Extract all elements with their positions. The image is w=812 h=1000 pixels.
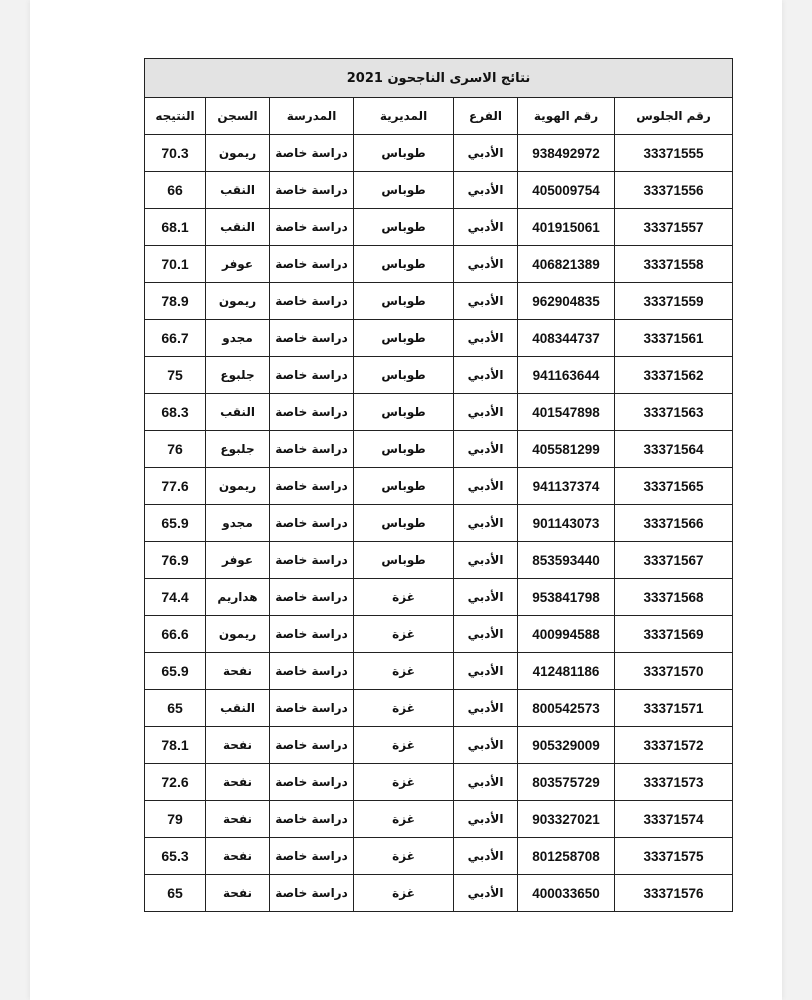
cell-result: 66	[145, 172, 206, 209]
cell-branch: الأدبي	[454, 542, 518, 579]
cell-result: 76.9	[145, 542, 206, 579]
cell-directorate: غزة	[354, 875, 454, 912]
table-row	[145, 468, 733, 505]
cell-id-number: 903327021	[518, 801, 615, 838]
cell-school: دراسة خاصة	[270, 394, 354, 431]
header-school: المدرسة	[270, 98, 354, 135]
cell-id-number: 405581299	[518, 431, 615, 468]
table-row	[145, 431, 733, 468]
cell-branch: الأدبي	[454, 653, 518, 690]
cell-seat-number: 33371555	[615, 135, 733, 172]
cell-result: 77.6	[145, 468, 206, 505]
cell-prison: نفحة	[206, 838, 270, 875]
cell-branch: الأدبي	[454, 283, 518, 320]
cell-seat-number: 33371565	[615, 468, 733, 505]
table-row	[145, 875, 733, 912]
cell-prison: نفحة	[206, 727, 270, 764]
cell-id-number: 901143073	[518, 505, 615, 542]
cell-prison: النقب	[206, 172, 270, 209]
cell-school: دراسة خاصة	[270, 431, 354, 468]
cell-prison: نفحة	[206, 875, 270, 912]
cell-branch: الأدبي	[454, 468, 518, 505]
cell-result: 66.7	[145, 320, 206, 357]
cell-directorate: طوباس	[354, 431, 454, 468]
table-row	[145, 135, 733, 172]
cell-school: دراسة خاصة	[270, 801, 354, 838]
cell-seat-number: 33371576	[615, 875, 733, 912]
cell-branch: الأدبي	[454, 357, 518, 394]
cell-result: 70.1	[145, 246, 206, 283]
header-prison: السجن	[206, 98, 270, 135]
cell-result: 66.6	[145, 616, 206, 653]
table-header-row	[145, 98, 733, 135]
cell-result: 68.3	[145, 394, 206, 431]
cell-branch: الأدبي	[454, 431, 518, 468]
cell-school: دراسة خاصة	[270, 505, 354, 542]
cell-branch: الأدبي	[454, 135, 518, 172]
cell-result: 70.3	[145, 135, 206, 172]
cell-directorate: غزة	[354, 579, 454, 616]
header-directorate: المديرية	[354, 98, 454, 135]
cell-directorate: غزة	[354, 690, 454, 727]
cell-branch: الأدبي	[454, 209, 518, 246]
cell-prison: هداريم	[206, 579, 270, 616]
cell-id-number: 400033650	[518, 875, 615, 912]
cell-result: 65.3	[145, 838, 206, 875]
cell-directorate: طوباس	[354, 505, 454, 542]
cell-directorate: غزة	[354, 727, 454, 764]
cell-id-number: 401915061	[518, 209, 615, 246]
cell-directorate: طوباس	[354, 394, 454, 431]
cell-result: 74.4	[145, 579, 206, 616]
table-row	[145, 801, 733, 838]
cell-id-number: 408344737	[518, 320, 615, 357]
cell-id-number: 401547898	[518, 394, 615, 431]
cell-seat-number: 33371574	[615, 801, 733, 838]
cell-id-number: 853593440	[518, 542, 615, 579]
table-body	[145, 135, 733, 912]
table-row	[145, 320, 733, 357]
cell-school: دراسة خاصة	[270, 135, 354, 172]
cell-prison: ريمون	[206, 616, 270, 653]
cell-prison: جلبوع	[206, 357, 270, 394]
cell-id-number: 405009754	[518, 172, 615, 209]
cell-school: دراسة خاصة	[270, 616, 354, 653]
cell-branch: الأدبي	[454, 579, 518, 616]
cell-directorate: غزة	[354, 764, 454, 801]
table-row	[145, 838, 733, 875]
cell-result: 65.9	[145, 505, 206, 542]
table-row	[145, 394, 733, 431]
cell-id-number: 400994588	[518, 616, 615, 653]
cell-directorate: طوباس	[354, 320, 454, 357]
cell-branch: الأدبي	[454, 801, 518, 838]
cell-result: 79	[145, 801, 206, 838]
cell-id-number: 905329009	[518, 727, 615, 764]
cell-school: دراسة خاصة	[270, 468, 354, 505]
cell-directorate: غزة	[354, 616, 454, 653]
cell-branch: الأدبي	[454, 394, 518, 431]
cell-seat-number: 33371567	[615, 542, 733, 579]
cell-prison: عوفر	[206, 246, 270, 283]
cell-prison: نفحة	[206, 801, 270, 838]
table-row	[145, 690, 733, 727]
cell-branch: الأدبي	[454, 727, 518, 764]
cell-seat-number: 33371563	[615, 394, 733, 431]
cell-id-number: 803575729	[518, 764, 615, 801]
cell-prison: عوفر	[206, 542, 270, 579]
cell-branch: الأدبي	[454, 246, 518, 283]
table-row	[145, 505, 733, 542]
cell-branch: الأدبي	[454, 172, 518, 209]
cell-seat-number: 33371575	[615, 838, 733, 875]
cell-directorate: غزة	[354, 838, 454, 875]
table-title-row	[145, 59, 733, 98]
cell-branch: الأدبي	[454, 764, 518, 801]
cell-branch: الأدبي	[454, 838, 518, 875]
cell-prison: النقب	[206, 690, 270, 727]
cell-directorate: طوباس	[354, 209, 454, 246]
table-title: نتائج الاسرى الناجحون 2021	[145, 59, 733, 98]
table-row	[145, 653, 733, 690]
cell-branch: الأدبي	[454, 690, 518, 727]
cell-id-number: 941163644	[518, 357, 615, 394]
cell-school: دراسة خاصة	[270, 172, 354, 209]
cell-school: دراسة خاصة	[270, 764, 354, 801]
cell-seat-number: 33371557	[615, 209, 733, 246]
cell-branch: الأدبي	[454, 616, 518, 653]
cell-result: 72.6	[145, 764, 206, 801]
cell-result: 65	[145, 875, 206, 912]
cell-prison: النقب	[206, 209, 270, 246]
cell-id-number: 801258708	[518, 838, 615, 875]
cell-id-number: 800542573	[518, 690, 615, 727]
cell-seat-number: 33371570	[615, 653, 733, 690]
table-row	[145, 357, 733, 394]
table-row	[145, 764, 733, 801]
cell-school: دراسة خاصة	[270, 579, 354, 616]
cell-directorate: غزة	[354, 653, 454, 690]
cell-seat-number: 33371566	[615, 505, 733, 542]
cell-directorate: طوباس	[354, 468, 454, 505]
cell-result: 78.1	[145, 727, 206, 764]
table-row	[145, 616, 733, 653]
cell-prison: جلبوع	[206, 431, 270, 468]
cell-branch: الأدبي	[454, 505, 518, 542]
cell-directorate: طوباس	[354, 135, 454, 172]
header-seat-number: رقم الجلوس	[615, 98, 733, 135]
cell-directorate: طوباس	[354, 357, 454, 394]
table-row	[145, 579, 733, 616]
cell-result: 65	[145, 690, 206, 727]
cell-id-number: 941137374	[518, 468, 615, 505]
cell-prison: ريمون	[206, 283, 270, 320]
cell-seat-number: 33371571	[615, 690, 733, 727]
document-page	[30, 0, 782, 1000]
cell-school: دراسة خاصة	[270, 357, 354, 394]
cell-school: دراسة خاصة	[270, 320, 354, 357]
cell-prison: مجدو	[206, 505, 270, 542]
cell-result: 65.9	[145, 653, 206, 690]
cell-id-number: 938492972	[518, 135, 615, 172]
table-row	[145, 283, 733, 320]
cell-prison: نفحة	[206, 764, 270, 801]
header-result: النتيجه	[145, 98, 206, 135]
cell-id-number: 412481186	[518, 653, 615, 690]
cell-seat-number: 33371561	[615, 320, 733, 357]
header-id-number: رقم الهوية	[518, 98, 615, 135]
cell-branch: الأدبي	[454, 320, 518, 357]
cell-directorate: طوباس	[354, 542, 454, 579]
cell-school: دراسة خاصة	[270, 246, 354, 283]
cell-seat-number: 33371556	[615, 172, 733, 209]
cell-seat-number: 33371569	[615, 616, 733, 653]
cell-directorate: طوباس	[354, 172, 454, 209]
results-table	[144, 58, 733, 912]
cell-school: دراسة خاصة	[270, 875, 354, 912]
cell-directorate: طوباس	[354, 283, 454, 320]
cell-result: 68.1	[145, 209, 206, 246]
cell-id-number: 962904835	[518, 283, 615, 320]
cell-school: دراسة خاصة	[270, 690, 354, 727]
cell-school: دراسة خاصة	[270, 283, 354, 320]
table-row	[145, 246, 733, 283]
cell-seat-number: 33371558	[615, 246, 733, 283]
cell-prison: نفحة	[206, 653, 270, 690]
table-row	[145, 209, 733, 246]
cell-prison: ريمون	[206, 135, 270, 172]
cell-seat-number: 33371564	[615, 431, 733, 468]
cell-prison: النقب	[206, 394, 270, 431]
cell-branch: الأدبي	[454, 875, 518, 912]
header-branch: الفرع	[454, 98, 518, 135]
cell-id-number: 406821389	[518, 246, 615, 283]
cell-result: 75	[145, 357, 206, 394]
table-row	[145, 172, 733, 209]
cell-school: دراسة خاصة	[270, 727, 354, 764]
cell-directorate: طوباس	[354, 246, 454, 283]
table-row	[145, 542, 733, 579]
cell-seat-number: 33371573	[615, 764, 733, 801]
cell-school: دراسة خاصة	[270, 653, 354, 690]
cell-result: 78.9	[145, 283, 206, 320]
table-row	[145, 727, 733, 764]
cell-seat-number: 33371568	[615, 579, 733, 616]
cell-result: 76	[145, 431, 206, 468]
cell-school: دراسة خاصة	[270, 838, 354, 875]
cell-seat-number: 33371572	[615, 727, 733, 764]
cell-school: دراسة خاصة	[270, 542, 354, 579]
cell-prison: مجدو	[206, 320, 270, 357]
cell-school: دراسة خاصة	[270, 209, 354, 246]
cell-seat-number: 33371562	[615, 357, 733, 394]
cell-id-number: 953841798	[518, 579, 615, 616]
cell-prison: ريمون	[206, 468, 270, 505]
cell-seat-number: 33371559	[615, 283, 733, 320]
cell-directorate: غزة	[354, 801, 454, 838]
